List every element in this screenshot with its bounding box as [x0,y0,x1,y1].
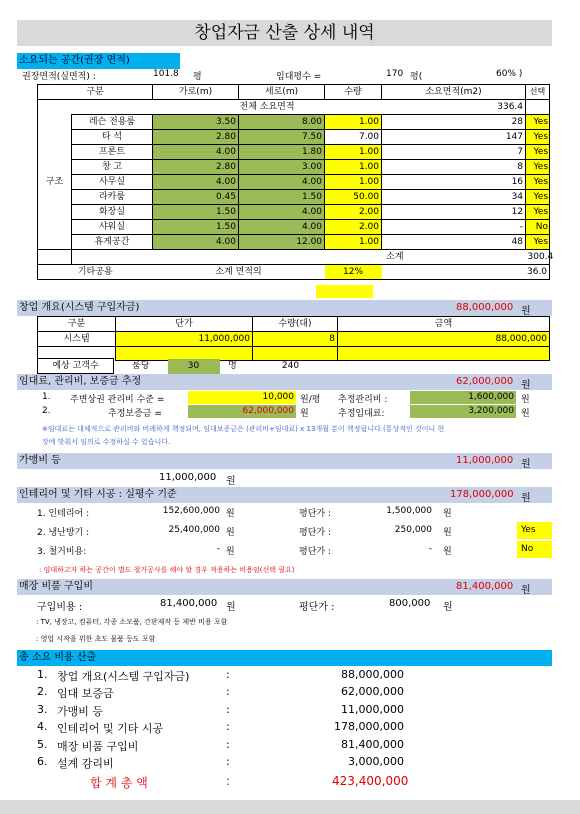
qty-input[interactable]: 1.00 [325,115,382,130]
select-toggle[interactable]: No [526,220,550,235]
area-label: 권장면적(실면적) : [22,72,96,82]
rent-r2-label: 추정보증금 = [108,409,162,419]
interior-price-unit: 원 [443,509,452,519]
space-row [38,145,550,160]
goods-note-line1: : TV, 냉장고, 컴퓨터, 각종 소모품, 간판제작 등 제반 비용 포함 [36,618,228,626]
area-value: 101.8 [153,69,179,79]
summary-item-colon: : [226,702,230,716]
goods-label: 구입비용 : [37,602,83,613]
room-name: 화장실 [72,205,153,220]
etc-desc: 소계 면적의 [153,265,325,280]
width-input[interactable]: 1.50 [153,220,239,235]
grand-total-colon: : [226,774,231,788]
rent-note-line1: ※임대료는 대체적으로 관리비와 비례하게 책정되며, 임대보증금은 (관리비+임대료) x 13개월 분이 책정됩니다.(통상적인 것이니 현 [42,425,445,433]
room-name: 창 고 [72,160,153,175]
rent-area-value: 170 [386,69,404,79]
subtotal-label: 소계 [386,252,404,262]
area-value: 48 [382,235,526,250]
col-header: 수량 [325,85,382,100]
select-toggle[interactable]: Yes [526,175,550,190]
interior-price-unit: 원 [443,528,452,538]
select-toggle[interactable]: Yes [526,205,550,220]
group-label: 구조 [38,115,72,250]
space-row [38,235,550,250]
area-value: 7 [382,145,526,160]
goods-price-label: 평단가 : [299,602,335,613]
summary-item-no: 5. [37,737,48,751]
summary-item-value: 81,400,000 [341,737,404,751]
customer-row [37,358,336,374]
room-name: 라카룸 [72,190,153,205]
length-input[interactable]: 8.00 [239,115,325,130]
grand-total-value: 423,400,000 [332,774,409,788]
per-room-label: 룸당 [132,361,150,371]
area-unit: 평 [193,72,202,82]
interior-price-label: 평단가 : [299,509,331,519]
qty-input[interactable]: 1.00 [325,175,382,190]
interior-item-value: 25,400,000 [168,525,220,535]
select-toggle[interactable]: Yes [526,190,550,205]
goods-value: 81,400,000 [160,598,218,609]
rent-won-unit: 원 [521,409,530,419]
summary-item-no: 4. [37,720,48,734]
length-input[interactable]: 3.00 [239,160,325,175]
deposit-value: 62,000,000 [188,405,296,418]
franchise-unit: 원 [226,476,236,487]
total-area-label: 전체 소요면적 [153,100,382,115]
qty-input[interactable]: 1.00 [325,145,382,160]
rent-r1-unit: 원/평 [300,395,321,405]
rent-area-unit: 평( [410,72,423,82]
rent-won-unit: 원 [521,395,530,405]
interior-price-value: 1,500,000 [386,506,432,516]
qty-input[interactable]: 1.00 [325,160,382,175]
summary-item-value: 11,000,000 [341,702,404,716]
length-input[interactable]: 1.50 [239,190,325,205]
interior-won: 원 [521,493,531,504]
room-name: 휴게공간 [72,235,153,250]
interior-price-label: 평단가 : [299,528,331,538]
mgmt-fee-input[interactable]: 10,000 [188,391,296,404]
summary-section-header [17,650,552,666]
space-row [38,205,550,220]
col-header: 수량(대) [253,317,338,332]
bottom-bar [0,800,580,814]
summary-item-label: 창업 개요(시스템 구입자금) [57,670,190,683]
space-row [38,130,550,145]
space-table [37,84,554,280]
interior-item-unit: 원 [226,509,235,519]
rent-r1-no: 1. [42,392,51,402]
goods-price-unit: 원 [443,602,453,613]
summary-header-label: 총 소요 비용 산출 [19,652,97,663]
system-total: 88,000,000 [338,332,550,347]
page-title: 창업자금 산출 상세 내역 [17,20,552,46]
interior-select-toggle[interactable]: No [517,541,552,558]
interior-item-label: 2. 냉난방기 : [37,528,90,538]
room-name: 프론트 [72,145,153,160]
rent-r2-unit: 원 [300,409,309,419]
width-input[interactable]: 2.80 [153,130,239,145]
select-toggle[interactable]: Yes [526,160,550,175]
est-mgmt-fee: 1,600,000 [410,391,516,404]
franchise-amount: 11,000,000 [456,455,514,466]
area-value: 12 [382,205,526,220]
summary-item-colon: : [226,685,230,699]
subtotal-value: 300.4 [526,250,550,265]
interior-item-label: 3. 철거비용: [37,547,87,557]
summary-item-no: 1. [37,668,48,681]
goods-amount: 81,400,000 [456,581,514,592]
interior-price-value: - [428,544,432,554]
goods-price-value: 800,000 [389,598,431,609]
length-input[interactable]: 7.50 [239,130,325,145]
summary-item-colon: : [226,737,230,751]
interior-item-value: 152,600,000 [162,506,220,516]
select-toggle[interactable]: Yes [526,145,550,160]
interior-header-label: 인테리어 및 기타 시공 : 실평수 기준 [19,489,177,500]
startup-amount: 88,000,000 [456,302,514,313]
etc-pct-extra-fill [316,285,373,298]
room-name: 샤워실 [72,220,153,235]
summary-item-label: 인테리어 및 기타 시공 [57,722,164,736]
summary-item-label: 가맹비 등 [57,704,104,718]
etc-value: 36.0 [382,265,550,280]
summary-item-no: 2. [37,685,48,699]
goods-won: 원 [521,585,531,596]
etc-label: 기타공용 [38,265,153,280]
interior-note: : 임대하고자 하는 공간이 별도 철거공사를 해야 할 경우 적용하는 비용임(선택 필요) [39,566,295,574]
width-input[interactable]: 4.00 [153,145,239,160]
qty-input[interactable]: 2.00 [325,220,382,235]
area-value: 28 [382,115,526,130]
summary-item-colon: : [226,755,230,768]
rent-area-pct: 60% ) [496,69,523,79]
interior-item-label: 1. 인테리어 : [37,509,90,519]
rent-area-label: 임대평수 = [276,72,322,82]
room-name: 타 석 [72,130,153,145]
space-row [38,190,550,205]
qty-input[interactable]: 7.00 [325,130,382,145]
qty-input[interactable]: 50.00 [325,190,382,205]
width-input[interactable]: 2.80 [153,160,239,175]
col-header: 단가 [116,317,253,332]
summary-item-label: 매장 비품 구입비 [57,739,139,753]
select-toggle[interactable]: Yes [526,115,550,130]
summary-item-no: 3. [37,702,48,716]
est-rent: 3,200,000 [410,405,516,418]
total-area-row [38,100,550,115]
rent-r1-est-label: 추정관리비 : [338,395,388,405]
col-header: 소요면적(m2) [382,85,526,100]
col-header: 구분 [38,317,116,332]
length-input[interactable]: 4.00 [239,205,325,220]
franchise-won: 원 [521,459,531,470]
interior-item-unit: 원 [226,547,235,557]
summary-item-label: 임대 보증금 [57,687,114,701]
area-value: 16 [382,175,526,190]
select-toggle[interactable]: Yes [526,130,550,145]
interior-price-unit: 원 [443,547,452,557]
width-input[interactable]: 1.50 [153,205,239,220]
select-toggle[interactable]: Yes [526,235,550,250]
width-input[interactable]: 4.00 [153,235,239,250]
system-row [38,332,550,347]
length-input[interactable]: 4.00 [239,220,325,235]
room-name: 사무실 [72,175,153,190]
summary-item-no: 6. [37,755,48,768]
col-header: 선택 [526,85,550,100]
customer-value: 240 [281,361,300,371]
goods-header-label: 매장 비품 구입비 [19,581,93,592]
interior-price-label: 평단가 : [299,547,331,557]
subtotal-row [38,250,550,265]
per-room-input[interactable]: 30 [168,359,220,374]
interior-select-toggle[interactable]: Yes [517,522,552,539]
goods-unit: 원 [226,602,236,613]
startup-table [37,316,550,361]
summary-item-colon: : [226,668,230,681]
rent-r2-no: 2. [42,406,51,416]
col-header: 구분 [38,85,153,100]
interior-price-value: 250,000 [394,525,432,535]
etc-row [38,265,550,280]
col-header: 세로(m) [239,85,325,100]
rent-header-label: 임대료, 관리비, 보증금 추정 [19,376,142,387]
length-input[interactable]: 12.00 [239,235,325,250]
summary-item-value: 178,000,000 [334,720,404,734]
franchise-value: 11,000,000 [159,472,217,483]
col-header: 금액 [338,317,550,332]
rent-r1-label: 주변상권 관리비 수준 = [70,395,165,405]
total-area-value: 336.4 [382,100,526,115]
summary-item-label: 설계 감리비 [57,757,114,770]
length-input[interactable]: 4.00 [239,175,325,190]
rent-r2-est-label: 추정임대료: [338,409,385,419]
startup-won: 원 [521,306,531,317]
space-row [38,175,550,190]
qty-input[interactable]: 2.00 [325,205,382,220]
goods-note-line2: : 영업 시작을 위한 초도 물품 등도 포함 [36,635,156,643]
startup-header-label: 창업 개요(시스템 구입자금) [19,302,140,313]
rent-won: 원 [521,380,531,391]
summary-item-value: 62,000,000 [341,685,404,699]
person-unit: 명 [228,361,237,371]
rent-amount: 62,000,000 [456,376,514,387]
summary-item-colon: : [226,720,230,734]
space-row [38,160,550,175]
width-input[interactable]: 3.50 [153,115,239,130]
customer-label: 예상 고객수 [38,359,114,374]
room-name: 레슨 전용룸 [72,115,153,130]
col-header: 가로(m) [153,85,239,100]
interior-item-unit: 원 [226,528,235,538]
area-value: - [382,220,526,235]
interior-amount: 178,000,000 [450,489,514,500]
summary-item-value: 3,000,000 [348,755,404,768]
width-input[interactable]: 4.00 [153,175,239,190]
area-value: 147 [382,130,526,145]
space-row [38,220,550,235]
summary-item-value: 88,000,000 [341,668,404,681]
width-input[interactable]: 0.45 [153,190,239,205]
rent-note-line2: 장에 맞춰서 임의로 수정하실 수 있습니다. [42,438,171,446]
length-input[interactable]: 1.80 [239,145,325,160]
space-section-header: 소요되는 공간(권장 면적) [17,53,180,69]
etc-pct-input[interactable]: 12% [325,265,382,280]
area-value: 8 [382,160,526,175]
qty-input[interactable]: 8 [253,332,338,347]
franchise-header-label: 가맹비 등 [19,455,61,466]
qty-input[interactable]: 1.00 [325,235,382,250]
interior-item-value: - [216,544,220,554]
grand-total-label: 합 계 총 액 [90,776,148,790]
system-label: 시스템 [38,332,116,347]
space-table-header [38,85,550,100]
unit-price-input[interactable]: 11,000,000 [116,332,253,347]
area-value: 34 [382,190,526,205]
space-row [38,115,550,130]
